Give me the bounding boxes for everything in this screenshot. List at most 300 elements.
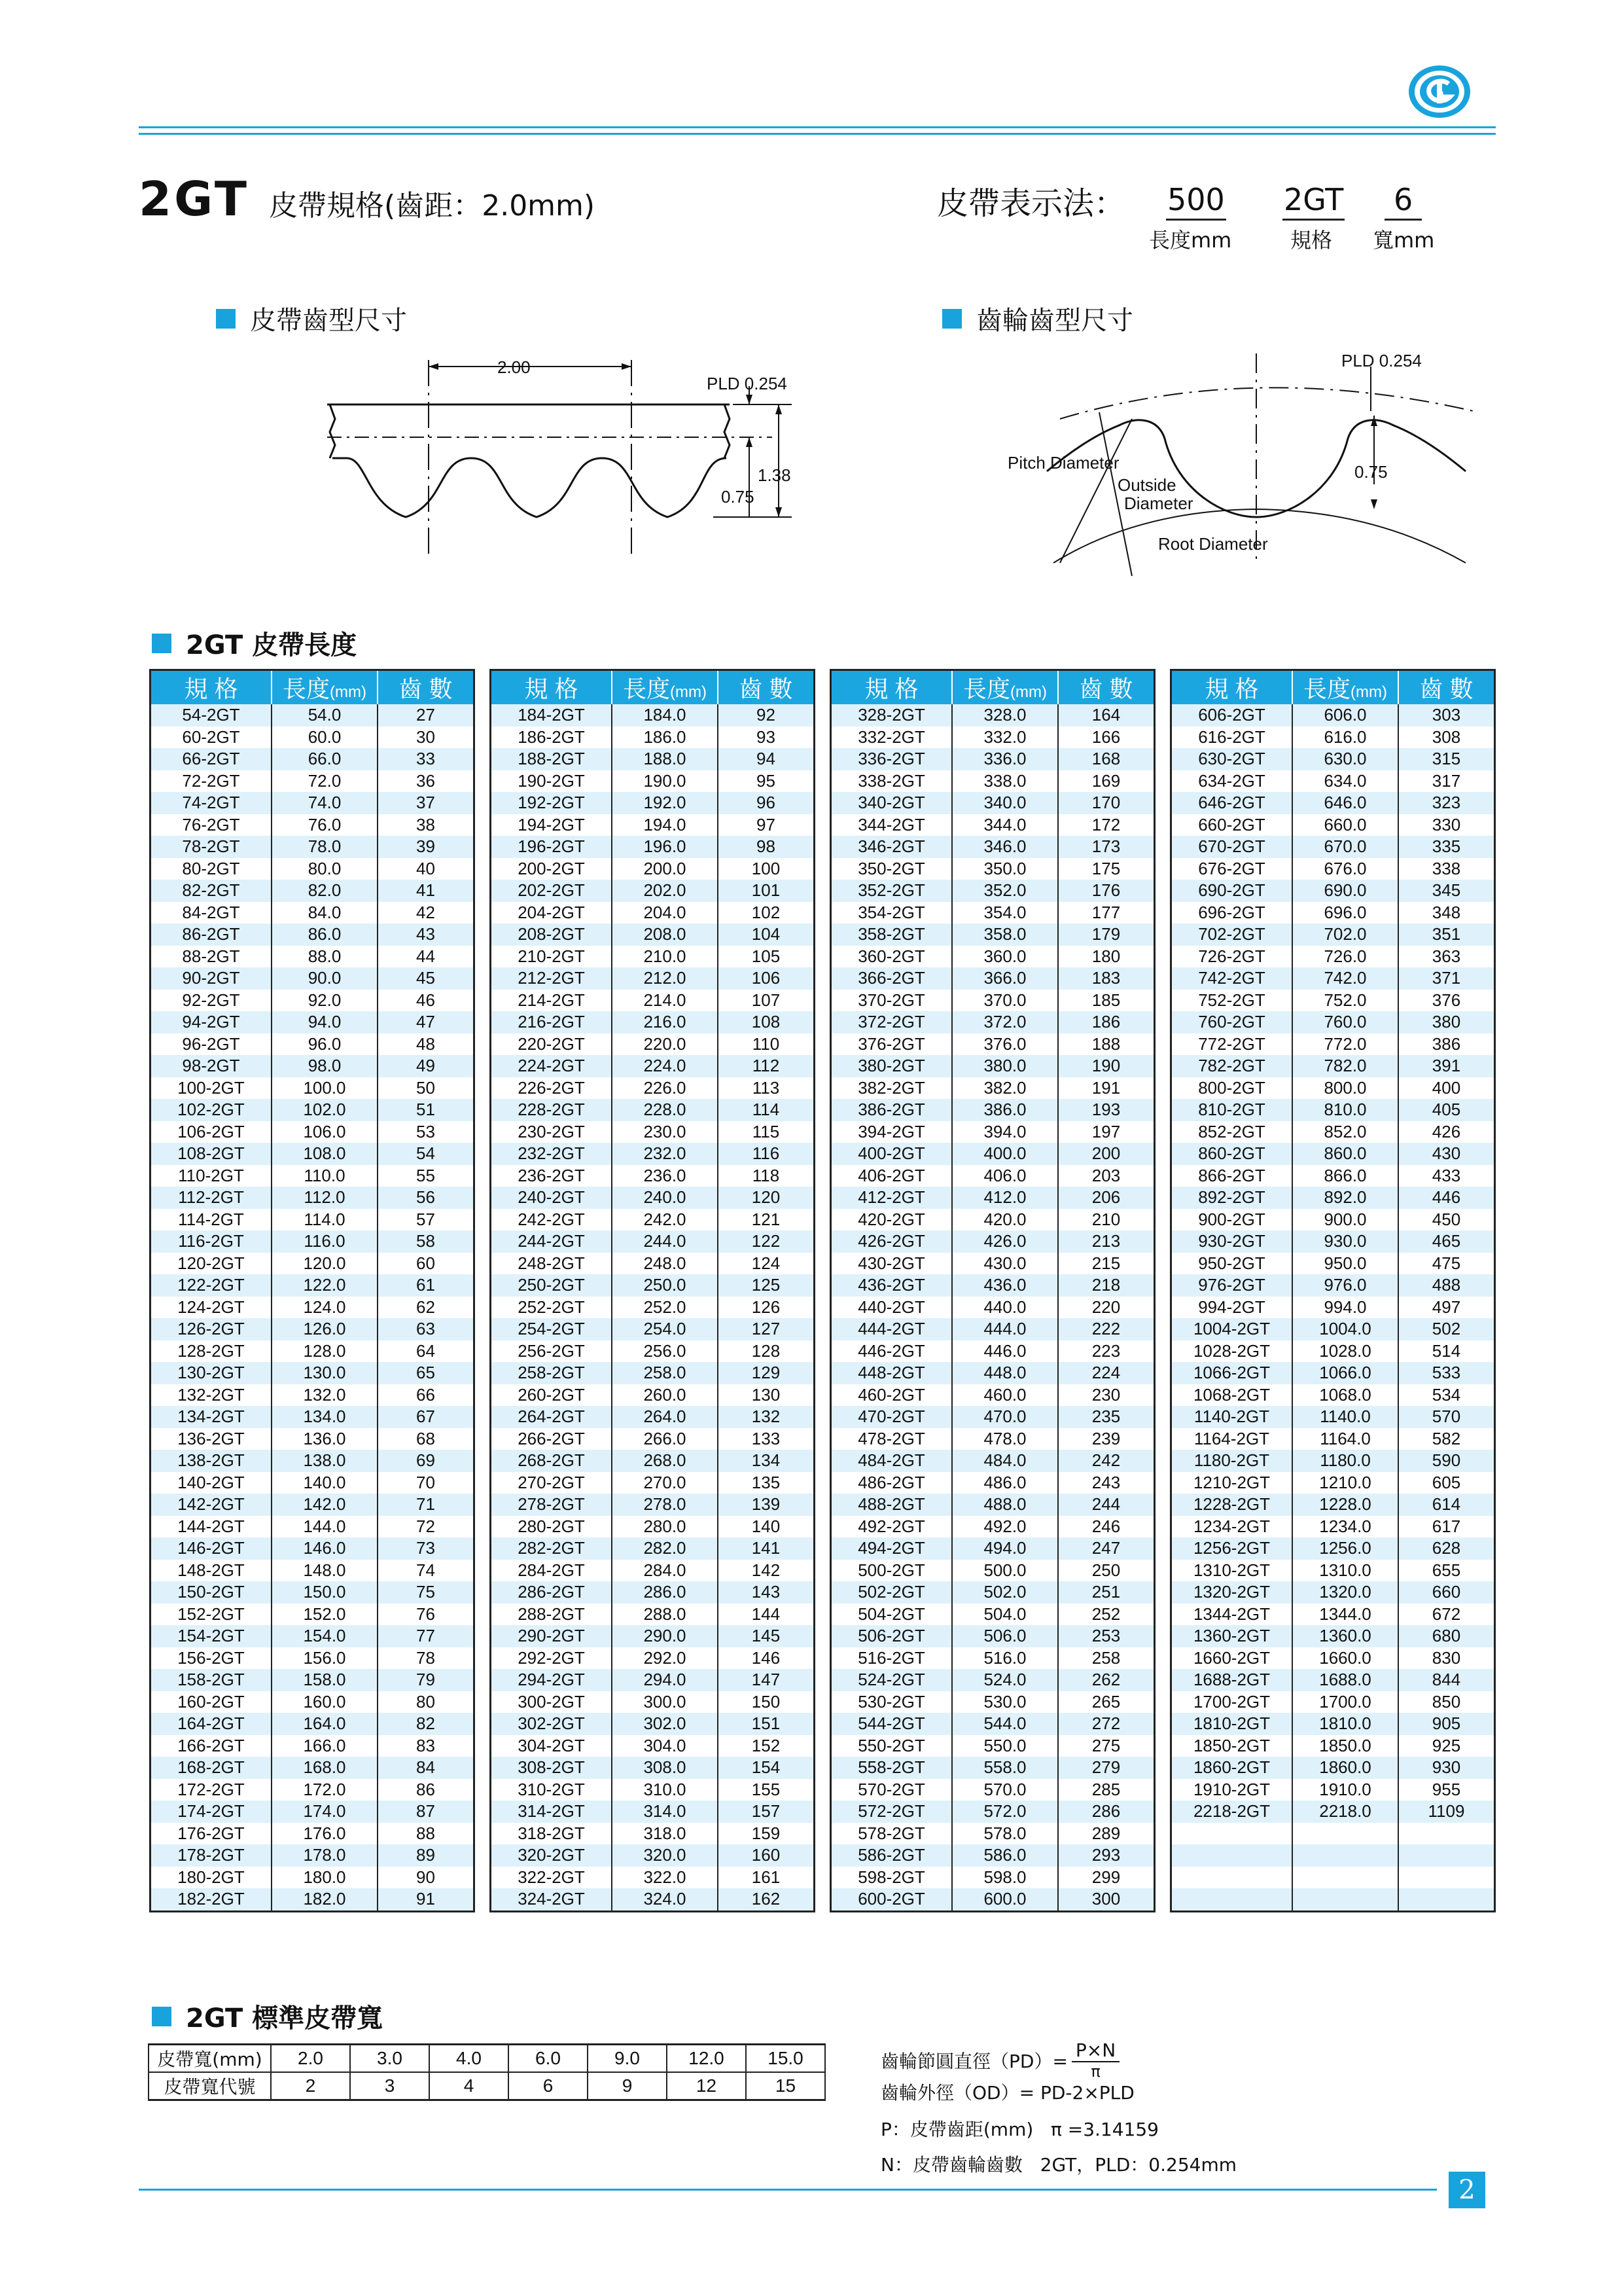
cell-length: 134.0 (272, 1406, 378, 1428)
cell-teeth: 38 (378, 814, 474, 836)
cell-spec: 358-2GT (831, 924, 953, 946)
cell-teeth: 115 (718, 1121, 815, 1143)
cell-spec: 772-2GT (1171, 1033, 1293, 1056)
cell-teeth: 30 (378, 726, 474, 749)
cell-length: 98.0 (272, 1055, 378, 1077)
table-row (491, 1691, 815, 1713)
cell-teeth: 73 (378, 1537, 474, 1560)
cell-spec: 586-2GT (831, 1844, 953, 1867)
cell-spec: 190-2GT (491, 770, 612, 793)
cell-spec: 142-2GT (150, 1494, 272, 1516)
width-table (148, 2043, 826, 2101)
cell-teeth: 660 (1398, 1581, 1495, 1604)
table-row (150, 1801, 474, 1823)
table-row (150, 1560, 474, 1582)
cell-length: 598.0 (952, 1867, 1058, 1889)
cell-spec: 284-2GT (491, 1560, 612, 1582)
cell-teeth: 925 (1398, 1735, 1495, 1757)
table-row (491, 990, 815, 1012)
cell-spec: 126-2GT (150, 1318, 272, 1340)
table-row (150, 1055, 474, 1077)
cell-length: 54.0 (272, 704, 378, 726)
cell-spec: 1344-2GT (1171, 1604, 1293, 1626)
cell-length: 1028.0 (1292, 1340, 1398, 1363)
cell-spec: 360-2GT (831, 946, 953, 968)
cell-length: 132.0 (272, 1384, 378, 1407)
cell-length: 174.0 (272, 1801, 378, 1823)
cell-spec: 492-2GT (831, 1516, 953, 1538)
cell-length: 144.0 (272, 1516, 378, 1538)
cell-length (1292, 1888, 1398, 1911)
cell-spec: 196-2GT (491, 836, 612, 858)
cell-length: 1700.0 (1292, 1691, 1398, 1713)
table-row (150, 770, 474, 793)
cell-teeth (1398, 1888, 1495, 1911)
table-row (1171, 1274, 1495, 1297)
table-row (491, 1253, 815, 1275)
table-row (1171, 770, 1495, 793)
table-row (1171, 946, 1495, 968)
header-spec: 規 格 (150, 670, 272, 705)
cell-length: 176.0 (272, 1823, 378, 1845)
width-row-label: 皮帶寬(mm) (149, 2045, 271, 2073)
cell-length: 380.0 (952, 1055, 1058, 1077)
cell-length: 550.0 (952, 1735, 1058, 1757)
table-row (1171, 902, 1495, 924)
section-pulley-tooth-label: 齒輪齒型尺寸 (976, 306, 1133, 336)
table-row (1171, 1450, 1495, 1472)
table-row (150, 1757, 474, 1779)
cell-length: 860.0 (1292, 1143, 1398, 1165)
cell-length: 492.0 (952, 1516, 1058, 1538)
cell-spec: 486-2GT (831, 1472, 953, 1494)
cell-length: 726.0 (1292, 946, 1398, 968)
cell-spec: 994-2GT (1171, 1297, 1293, 1319)
cell-length: 150.0 (272, 1581, 378, 1604)
cell-length: 240.0 (612, 1187, 718, 1209)
cell-length: 228.0 (612, 1099, 718, 1121)
table-row (831, 1253, 1155, 1275)
cell-spec: 460-2GT (831, 1384, 953, 1407)
table-row (150, 1318, 474, 1340)
cell-length: 268.0 (612, 1450, 718, 1472)
table-row (831, 792, 1155, 814)
table-row (150, 924, 474, 946)
cell-teeth: 83 (378, 1735, 474, 1757)
cell-spec: 502-2GT (831, 1581, 953, 1604)
table-row (491, 1625, 815, 1647)
cell-length: 108.0 (272, 1143, 378, 1165)
cell-teeth: 345 (1398, 880, 1495, 902)
cell-length: 406.0 (952, 1165, 1058, 1187)
cell-length: 284.0 (612, 1560, 718, 1582)
cell-length: 600.0 (952, 1888, 1058, 1911)
belt-tooth-diagram (321, 347, 818, 569)
header-teeth: 齒 數 (718, 670, 815, 705)
cell-length: 1810.0 (1292, 1713, 1398, 1735)
cell-length: 252.0 (612, 1297, 718, 1319)
cell-spec: 160-2GT (150, 1691, 272, 1713)
cell-spec: 302-2GT (491, 1713, 612, 1735)
table-row (491, 1494, 815, 1516)
table-row (150, 1384, 474, 1407)
table-row (491, 770, 815, 793)
cell-length: 366.0 (952, 967, 1058, 990)
cell-length: 500.0 (952, 1560, 1058, 1582)
cell-spec: 172-2GT (150, 1779, 272, 1801)
cell-length: 124.0 (272, 1297, 378, 1319)
cell-length: 346.0 (952, 836, 1058, 858)
cell-teeth: 63 (378, 1318, 474, 1340)
formula-numerator: P×N (1072, 2039, 1120, 2062)
cell-teeth: 129 (718, 1362, 815, 1384)
cell-teeth: 65 (378, 1362, 474, 1384)
cell-teeth: 91 (378, 1888, 474, 1911)
cell-teeth: 101 (718, 880, 815, 902)
cell-spec: 1310-2GT (1171, 1560, 1293, 1582)
cell-spec: 278-2GT (491, 1494, 612, 1516)
cell-teeth: 169 (1058, 770, 1155, 793)
cell-spec: 80-2GT (150, 858, 272, 880)
cell-spec: 174-2GT (150, 1801, 272, 1823)
dim-depth: 0.75 (721, 487, 754, 507)
cell-spec: 600-2GT (831, 1888, 953, 1911)
cell-spec: 1228-2GT (1171, 1494, 1293, 1516)
table-row (150, 1077, 474, 1100)
outside-diameter-label-1: Outside (1118, 475, 1176, 495)
width-row (149, 2045, 825, 2073)
table-row (831, 1055, 1155, 1077)
cell-length: 524.0 (952, 1669, 1058, 1691)
cell-length: 352.0 (952, 880, 1058, 902)
cell-length: 586.0 (952, 1844, 1058, 1867)
cell-spec: 150-2GT (150, 1581, 272, 1604)
cell-spec: 224-2GT (491, 1055, 612, 1077)
cell-teeth: 197 (1058, 1121, 1155, 1143)
cell-length: 892.0 (1292, 1187, 1398, 1209)
cell-length: 544.0 (952, 1713, 1058, 1735)
length-table-3 (830, 669, 1156, 1912)
cell-length: 254.0 (612, 1318, 718, 1340)
cell-spec: 1688-2GT (1171, 1669, 1293, 1691)
table-row (831, 704, 1155, 726)
cell-spec: 338-2GT (831, 770, 953, 793)
cell-teeth: 50 (378, 1077, 474, 1100)
table-row (150, 1033, 474, 1056)
table-row (491, 1779, 815, 1801)
cell-teeth: 179 (1058, 924, 1155, 946)
cell-teeth: 1109 (1398, 1801, 1495, 1823)
dim-pld: PLD 0.254 (707, 374, 787, 393)
cell-length: 94.0 (272, 1011, 378, 1033)
cell-teeth: 64 (378, 1340, 474, 1363)
cell-teeth: 303 (1398, 704, 1495, 726)
cell-spec: 446-2GT (831, 1340, 953, 1363)
pitch-diameter-label: Pitch Diameter (1008, 453, 1120, 473)
table-row (150, 1209, 474, 1231)
cell-teeth: 672 (1398, 1604, 1495, 1626)
table-row (1171, 1844, 1495, 1867)
cell-length: 256.0 (612, 1340, 718, 1363)
cell-length: 204.0 (612, 902, 718, 924)
cell-length: 72.0 (272, 770, 378, 793)
cell-spec: 530-2GT (831, 1691, 953, 1713)
cell-spec: 630-2GT (1171, 748, 1293, 770)
cell-length: 192.0 (612, 792, 718, 814)
cell-teeth: 628 (1398, 1537, 1495, 1560)
cell-length: 696.0 (1292, 902, 1398, 924)
cell-length: 436.0 (952, 1274, 1058, 1297)
cell-spec: 524-2GT (831, 1669, 953, 1691)
cell-spec: 294-2GT (491, 1669, 612, 1691)
table-row (150, 1844, 474, 1867)
cell-spec: 484-2GT (831, 1450, 953, 1472)
cell-length: 110.0 (272, 1165, 378, 1187)
cell-spec: 134-2GT (150, 1406, 272, 1428)
cell-teeth: 275 (1058, 1735, 1155, 1757)
cell-teeth: 161 (718, 1867, 815, 1889)
table-row (1171, 1823, 1495, 1845)
cell-length: 338.0 (952, 770, 1058, 793)
table-row (1171, 1691, 1495, 1713)
cell-length: 78.0 (272, 836, 378, 858)
cell-teeth: 40 (378, 858, 474, 880)
cell-spec: 290-2GT (491, 1625, 612, 1647)
cell-teeth: 430 (1398, 1143, 1495, 1165)
table-row (1171, 1472, 1495, 1494)
cell-length: 88.0 (272, 946, 378, 968)
cell-length: 292.0 (612, 1647, 718, 1670)
cell-length: 158.0 (272, 1669, 378, 1691)
cell-spec: 370-2GT (831, 990, 953, 1012)
table-row (491, 1537, 815, 1560)
cell-spec: 124-2GT (150, 1297, 272, 1319)
cell-length: 314.0 (612, 1801, 718, 1823)
width-code-cell: 2 (271, 2072, 350, 2100)
table-row (1171, 1230, 1495, 1253)
cell-teeth: 220 (1058, 1297, 1155, 1319)
cell-length: 322.0 (612, 1867, 718, 1889)
cell-length: 1180.0 (1292, 1450, 1398, 1472)
cell-teeth: 60 (378, 1253, 474, 1275)
cell-length: 112.0 (272, 1187, 378, 1209)
table-row (150, 1187, 474, 1209)
cell-teeth: 930 (1398, 1757, 1495, 1779)
designation-spec-caption: 規格 (1290, 228, 1333, 253)
table-row (1171, 1757, 1495, 1779)
table-row (150, 1888, 474, 1911)
cell-length: 126.0 (272, 1318, 378, 1340)
header-length-unit: (mm) (670, 683, 707, 701)
table-row (831, 1384, 1155, 1407)
cell-length: 1320.0 (1292, 1581, 1398, 1604)
cell-teeth: 330 (1398, 814, 1495, 836)
cell-teeth: 173 (1058, 836, 1155, 858)
cell-spec: 332-2GT (831, 726, 953, 749)
table-row (491, 1121, 815, 1143)
cell-spec: 88-2GT (150, 946, 272, 968)
width-code-cell: 9 (588, 2072, 667, 2100)
cell-teeth: 144 (718, 1604, 815, 1626)
width-cell: 2.0 (271, 2045, 350, 2073)
cell-teeth: 107 (718, 990, 815, 1012)
cell-length: 444.0 (952, 1318, 1058, 1340)
cell-length: 220.0 (612, 1033, 718, 1056)
cell-teeth: 86 (378, 1779, 474, 1801)
cell-spec: 660-2GT (1171, 814, 1293, 836)
cell-spec: 84-2GT (150, 902, 272, 924)
cell-spec: 214-2GT (491, 990, 612, 1012)
table-row (831, 1406, 1155, 1428)
formula-od: 齒輪外徑（OD）= PD-2×PLD (881, 2082, 1135, 2104)
cell-length: 1234.0 (1292, 1516, 1398, 1538)
cell-spec: 900-2GT (1171, 1209, 1293, 1231)
cell-spec: 352-2GT (831, 880, 953, 902)
cell-spec: 426-2GT (831, 1230, 953, 1253)
cell-spec: 504-2GT (831, 1604, 953, 1626)
section-square (152, 2007, 171, 2026)
pulley-tooth-diagram (1008, 340, 1505, 583)
cell-length: 446.0 (952, 1340, 1058, 1363)
cell-length: 210.0 (612, 946, 718, 968)
cell-spec: 436-2GT (831, 1274, 953, 1297)
cell-spec: 598-2GT (831, 1867, 953, 1889)
cell-length: 572.0 (952, 1801, 1058, 1823)
cell-length: 412.0 (952, 1187, 1058, 1209)
cell-length: 570.0 (952, 1779, 1058, 1801)
cell-teeth: 127 (718, 1318, 815, 1340)
cell-teeth: 351 (1398, 924, 1495, 946)
cell-spec: 194-2GT (491, 814, 612, 836)
cell-spec: 176-2GT (150, 1823, 272, 1845)
table-row (491, 967, 815, 990)
cell-teeth: 159 (718, 1823, 815, 1845)
table-row (150, 1099, 474, 1121)
table-row (150, 1428, 474, 1450)
table-row (1171, 1581, 1495, 1604)
cell-length: 236.0 (612, 1165, 718, 1187)
cell-spec: 420-2GT (831, 1209, 953, 1231)
cell-spec: 230-2GT (491, 1121, 612, 1143)
cell-length: 146.0 (272, 1537, 378, 1560)
table-row (831, 836, 1155, 858)
cell-spec: 254-2GT (491, 1318, 612, 1340)
cell-teeth: 323 (1398, 792, 1495, 814)
table-row (491, 1581, 815, 1604)
table-row (491, 902, 815, 924)
cell-teeth: 405 (1398, 1099, 1495, 1121)
section-belt-length-label: 2GT 皮帶長度 (186, 630, 357, 660)
cell-length: 852.0 (1292, 1121, 1398, 1143)
cell-spec: 260-2GT (491, 1384, 612, 1407)
cell-length: 266.0 (612, 1428, 718, 1450)
cell-length: 244.0 (612, 1230, 718, 1253)
cell-teeth: 246 (1058, 1516, 1155, 1538)
cell-length: 260.0 (612, 1384, 718, 1407)
cell-teeth: 39 (378, 836, 474, 858)
cell-teeth: 502 (1398, 1318, 1495, 1340)
table-row (491, 1340, 815, 1363)
table-row (831, 1274, 1155, 1297)
cell-length: 282.0 (612, 1537, 718, 1560)
table-row (831, 1867, 1155, 1889)
cell-length: 324.0 (612, 1888, 718, 1911)
cell-spec: 110-2GT (150, 1165, 272, 1187)
cell-spec: 112-2GT (150, 1187, 272, 1209)
table-row (1171, 814, 1495, 836)
cell-spec: 310-2GT (491, 1779, 612, 1801)
table-row (150, 1537, 474, 1560)
cell-teeth: 75 (378, 1581, 474, 1604)
cell-length: 328.0 (952, 704, 1058, 726)
cell-length: 140.0 (272, 1472, 378, 1494)
cell-spec: 204-2GT (491, 902, 612, 924)
cell-spec: 318-2GT (491, 1823, 612, 1845)
cell-teeth: 218 (1058, 1274, 1155, 1297)
table-row (150, 946, 474, 968)
cell-spec: 154-2GT (150, 1625, 272, 1647)
length-table-2 (489, 669, 815, 1912)
cell-teeth: 450 (1398, 1209, 1495, 1231)
cell-length: 1068.0 (1292, 1384, 1398, 1407)
cell-length: 358.0 (952, 924, 1058, 946)
cell-spec: 572-2GT (831, 1801, 953, 1823)
cell-spec: 1850-2GT (1171, 1735, 1293, 1757)
table-row (491, 726, 815, 749)
cell-length: 782.0 (1292, 1055, 1398, 1077)
cell-length: 230.0 (612, 1121, 718, 1143)
cell-teeth: 134 (718, 1450, 815, 1472)
cell-length: 320.0 (612, 1844, 718, 1867)
length-header-row (491, 670, 815, 705)
cell-teeth: 242 (1058, 1450, 1155, 1472)
table-row (1171, 836, 1495, 858)
cell-spec: 146-2GT (150, 1537, 272, 1560)
table-row (1171, 990, 1495, 1012)
cell-length: 950.0 (1292, 1253, 1398, 1275)
cell-spec: 550-2GT (831, 1735, 953, 1757)
cell-teeth: 49 (378, 1055, 474, 1077)
cell-length: 1660.0 (1292, 1647, 1398, 1670)
cell-length: 376.0 (952, 1033, 1058, 1056)
cell-teeth: 154 (718, 1757, 815, 1779)
cell-length: 194.0 (612, 814, 718, 836)
table-row (1171, 858, 1495, 880)
pulley-depth: 0.75 (1354, 462, 1388, 482)
table-row (831, 1297, 1155, 1319)
cell-length: 226.0 (612, 1077, 718, 1100)
length-table-1 (149, 669, 475, 1912)
cell-length: 232.0 (612, 1143, 718, 1165)
cell-length: 264.0 (612, 1406, 718, 1428)
table-row (491, 1318, 815, 1340)
cell-spec: 132-2GT (150, 1384, 272, 1407)
table-row (150, 1494, 474, 1516)
table-row (831, 1428, 1155, 1450)
cell-spec: 106-2GT (150, 1121, 272, 1143)
cell-teeth: 57 (378, 1209, 474, 1231)
cell-length: 702.0 (1292, 924, 1398, 946)
cell-length: 96.0 (272, 1033, 378, 1056)
cell-teeth: 62 (378, 1297, 474, 1319)
cell-length: 130.0 (272, 1362, 378, 1384)
cell-spec: 264-2GT (491, 1406, 612, 1428)
cell-length: 216.0 (612, 1011, 718, 1033)
cell-spec: 852-2GT (1171, 1121, 1293, 1143)
cell-length: 506.0 (952, 1625, 1058, 1647)
cell-teeth: 605 (1398, 1472, 1495, 1494)
cell-length: 976.0 (1292, 1274, 1398, 1297)
